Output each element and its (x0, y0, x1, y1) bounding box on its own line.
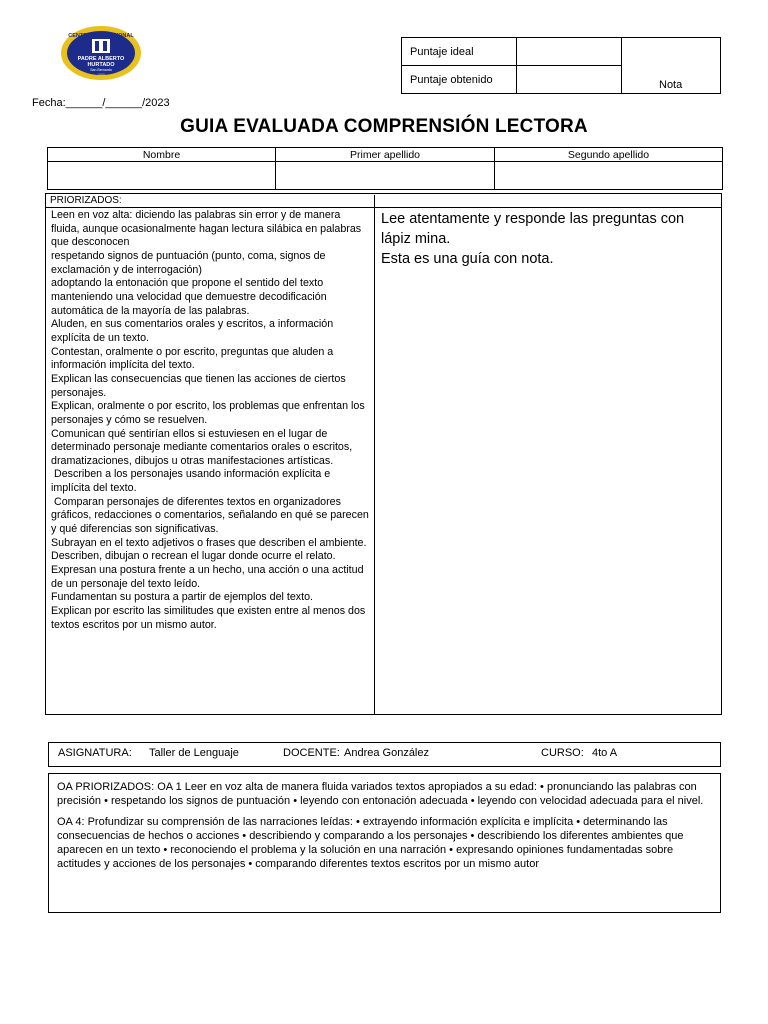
logo-top-text: CENTRO EDUCACIONAL (68, 33, 134, 39)
teacher-value: Andrea González (344, 747, 429, 759)
prioritized-item: Leen en voz alta: diciendo las palabras sin error y de manera fluida, aunque ocasionalmente hagan lectura silábica en palabras que desconocen (51, 209, 362, 249)
logo-year: 1989 (97, 73, 105, 77)
name-header: Nombre (48, 148, 276, 162)
prioritized-item: manteniendo una velocidad que demuestre decodificación automática de la mayoría de las palabras. (51, 290, 327, 317)
grade-label: Nota (622, 38, 721, 94)
prioritized-item: Explican por escrito las similitudes que existen entre al menos dos textos escritos por un mismo autor. (51, 605, 366, 631)
prioritized-item: respetando signos de puntuación (punto, coma, signos de exclamación y de interrogación) (51, 249, 326, 276)
first-surname-input[interactable] (276, 162, 495, 190)
ideal-score-field[interactable] (517, 38, 622, 66)
prioritized-item: Describen, dibujan o recrean el lugar donde ocurre el relato. (51, 550, 336, 563)
school-logo (60, 25, 142, 81)
score-table (401, 37, 721, 94)
course-label: CURSO: (541, 747, 584, 759)
prioritized-item: Explican las consecuencias que tienen las acciones de ciertos personajes. (51, 372, 346, 399)
prioritized-list (51, 209, 372, 632)
first-surname-header: Primer apellido (276, 148, 495, 162)
oa-paragraph-2: OA 4: Profundizar su comprensión de las narraciones leídas: • extrayendo información explícita e implícita • determinando las consecuencias de hechos o acciones • describiendo y comparando a los personajes • describiendo los diferentes ambientes que aparecen en un texto • reconociendo el problema y la solución en una narración • expresando opiniones fundamentadas sobre actitudes y acciones de los personajes • comparando diferentes textos escritos por un mismo autor (57, 815, 684, 871)
course-value: 4to A (592, 747, 618, 759)
instructions-line2: Esta es una guía con nota. (381, 251, 554, 267)
prioritized-divider (45, 207, 722, 208)
name-input[interactable] (48, 162, 276, 190)
prioritized-item: Comparan personajes de diferentes textos en organizadores gráficos, redacciones o comentarios, señalando en qué se parecen y qué diferencias son significativas. (51, 495, 372, 536)
names-table (47, 147, 723, 190)
date-field[interactable]: Fecha:______/______/2023 (32, 97, 170, 109)
logo-city: San Bernardo (90, 68, 112, 72)
ideal-score-label: Puntaje ideal (402, 38, 517, 66)
subject-value: Taller de Lenguaje (149, 747, 239, 759)
instructions-line1: Lee atentamente y responde las preguntas con lápiz mina. (381, 211, 685, 247)
page-title: GUIA EVALUADA COMPRENSIÓN LECTORA (180, 116, 588, 137)
prioritized-column-divider (374, 195, 375, 715)
teacher-label: DOCENTE: (283, 747, 340, 759)
second-surname-input[interactable] (495, 162, 723, 190)
oa-text (57, 780, 717, 878)
subject-box (48, 742, 721, 767)
obtained-score-label: Puntaje obtenido (402, 66, 517, 94)
prioritized-item: Explican, oralmente o por escrito, los problemas que enfrentan los personajes y cómo se resuelven. (51, 400, 365, 426)
prioritized-item: Aluden, en sus comentarios orales y escritos, a información explícita de un texto. (51, 318, 334, 344)
subject-label: ASIGNATURA: (58, 747, 132, 759)
prioritized-item: Subrayan en el texto adjetivos o frases que describen el ambiente. (51, 536, 367, 549)
prioritized-header: PRIORIZADOS: (50, 195, 122, 206)
prioritized-item: Comunican qué sentirían ellos si estuviesen en el lugar de determinado personaje mediante comentarios orales o escritos, dramatizaciones, dibujos u otras manifestaciones artísticas. (51, 427, 353, 467)
prioritized-item: Expresan una postura frente a un hecho, una acción o una actitud de un personaje del texto leído. (51, 564, 364, 590)
prioritized-item: Describen a los personajes usando información explícita e implícita del texto. (51, 468, 334, 495)
oa-paragraph-1: OA PRIORIZADOS: OA 1 Leer en voz alta de manera fluida variados textos apropiados a su edad: • pronunciando las palabras con precisión • respetando los signos de puntuación • leyendo con entonación adecuada • leyendo con velocidad adecuada para el nivel. (57, 781, 704, 808)
prioritized-item: adoptando la entonación que propone el sentido del texto (51, 277, 324, 290)
prioritized-item: Fundamentan su postura a partir de ejemplos del texto. (51, 591, 313, 604)
instructions (381, 209, 711, 269)
logo-name-line2: HURTADO (87, 62, 115, 68)
prioritized-item: Contestan, oralmente o por escrito, preguntas que aluden a información implícita del texto. (51, 345, 334, 372)
logo-name-line1: PADRE ALBERTO (77, 56, 125, 62)
second-surname-header: Segundo apellido (495, 148, 723, 162)
obtained-score-field[interactable] (517, 66, 622, 94)
